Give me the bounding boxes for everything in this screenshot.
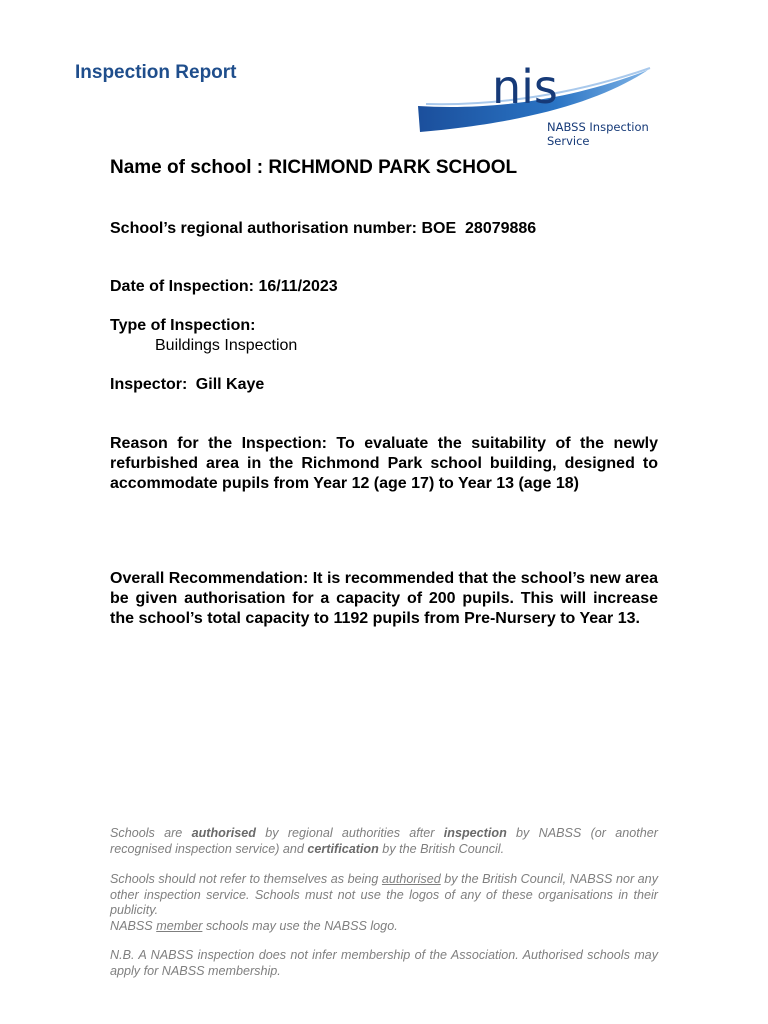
authorisation-number — [110, 220, 536, 238]
overall-recommendation: Overall Recommendation: It is recommended that the school’s new area be given authorisation for a capacity of 200 pupils. This will increase the school’s total capacity to 1192 pupils from Pre-Nursery to Year 13. — [110, 570, 658, 627]
school-name-label: Name of school : — [110, 157, 264, 178]
fn3-t1: NABSS — [110, 918, 157, 933]
fn1-t2: by regional authorities after — [255, 826, 444, 840]
logo-subtitle-line2: Service — [547, 134, 590, 148]
fn3-u1: member — [156, 918, 203, 933]
nabss-logo — [416, 58, 656, 154]
inspector-label: Inspector: — [110, 376, 188, 393]
footnote-membership — [110, 948, 658, 979]
fn1-t4: by the British Council. — [378, 841, 505, 856]
footnote-usage — [110, 872, 658, 934]
report-title: Inspection Report — [75, 62, 237, 83]
authorisation-label: School’s regional authorisation number: — [110, 220, 417, 237]
date-label: Date of Inspection: — [110, 278, 255, 295]
logo-subtitle-line1: NABSS Inspection — [547, 120, 649, 134]
fn1-t1: Schools are — [110, 826, 192, 840]
inspection-reason: Reason for the Inspection: To evaluate the suitability of the newly refurbished area in the Richmond Park school building, designed to accommodate pupils from Year 12 (age 17) to Year 13 (age 18) — [110, 435, 658, 492]
inspection-type-value: Buildings Inspection — [155, 337, 298, 354]
logo-wordmark: nis — [492, 60, 558, 114]
fn2-t2: by the British Council, NABSS nor any other inspection service. Schools must not use the logos of any of these organisations in their publicity. — [110, 872, 658, 917]
inspector-value: Gill Kaye — [195, 376, 265, 393]
inspector — [110, 376, 264, 394]
inspection-type-label: Type of Inspection: — [110, 317, 256, 334]
school-name — [110, 157, 517, 179]
date-value: 16/11/2023 — [258, 278, 338, 295]
fn3-t2: schools may use the NABSS logo. — [202, 918, 398, 933]
authorisation-value: BOE 28079886 — [421, 220, 537, 237]
fn2-t1: Schools should not refer to themselves as being — [110, 872, 382, 886]
logo-subtitle — [547, 120, 649, 148]
footnote-authorisation — [110, 826, 658, 857]
fn1-b3: certification — [307, 841, 379, 856]
inspection-date — [110, 278, 338, 296]
fn1-t3: by NABSS (or another recognised inspection service) and — [110, 826, 658, 856]
fn2-u1: authorised — [381, 872, 441, 886]
fn1-b2: inspection — [443, 826, 507, 840]
fn1-b1: authorised — [191, 826, 256, 840]
school-name-value: RICHMOND PARK SCHOOL — [268, 157, 518, 178]
fn4-text: N.B. A NABSS inspection does not infer membership of the Association. Authorised schools may apply for NABSS membership. — [110, 948, 658, 978]
